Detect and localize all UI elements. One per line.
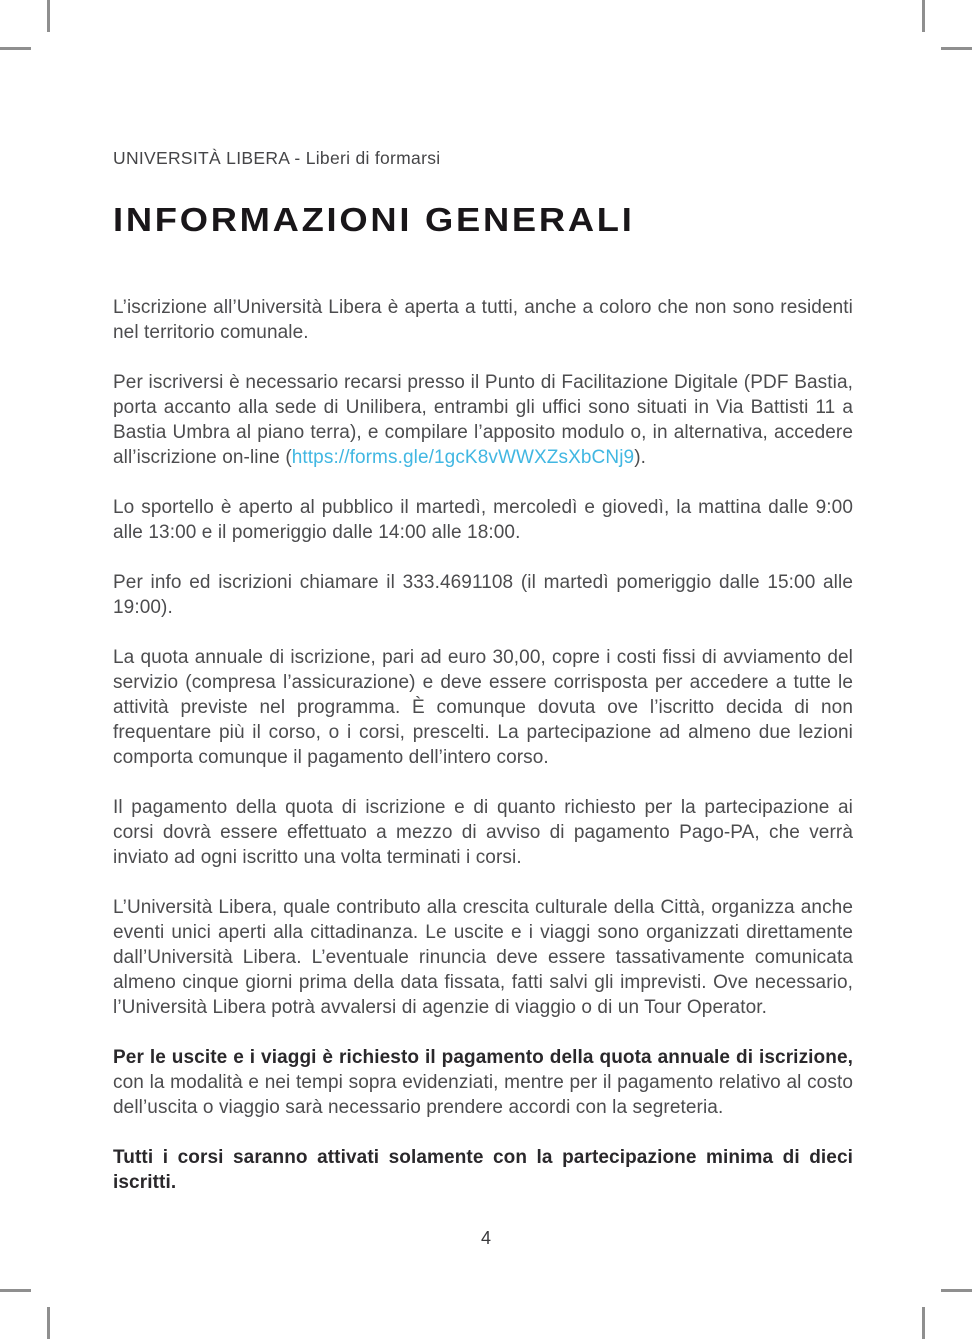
crop-mark-top-left-horizontal [0,47,31,50]
document-content [113,147,853,1220]
paragraph-office-hours: Lo sportello è aperto al pubblico il martedì, mercoledì e giovedì, la mattina dalle 9:00 alle 13:00 e il pomeriggio dalle 14:00 alle 18:00. [113,497,853,543]
body-text [113,295,853,1195]
paragraph-trips-fee-bold: Per le uscite e i viaggi è richiesto il pagamento della quota annuale di iscrizione, [113,1047,853,1068]
paragraph-trips-fee-rest: con la modalità e nei tempi sopra evidenziati, mentre per il pagamento relativo al costo dell’uscita o viaggio sarà necessario prendere accordi con la segreteria. [113,1072,853,1118]
paragraph-trips-fee [113,1045,853,1120]
online-registration-link[interactable]: https://forms.gle/1gcK8vWWXZsXbCNj9 [291,447,635,468]
paragraph-events-trips: L’Università Libera, quale contributo alla crescita culturale della Città, organizza anche eventi unici aperti alla cittadinanza. Le uscite e i viaggi sono organizzati direttamente dall’Università Libera. L’eventuale rinuncia deve essere tassativamente comunicata almeno cinque giorni prima della data fissata, fatti salvi gli imprevisti. Ove necessario, l’Università Libera potrà avvalersi di agenzie di viaggio o di un Tour Operator. [113,897,853,1018]
page-title: INFORMAZIONI GENERALI [113,201,635,238]
paragraph-text-before-link: Per iscriversi è necessario recarsi presso il Punto di Facilitazione Digitale (PDF Bastia, porta accanto alla sede di Unilibera, entrambi gli uffici sono situati in Via Battisti 11 a Bastia Umbra al piano terra), e compilare l’apposito modulo o, in alternativa, accedere all’iscrizione on-line ( [113,372,853,468]
paragraph-payment-method: Il pagamento della quota di iscrizione e di quanto richiesto per la partecipazione ai corsi dovrà essere effettuato a mezzo di avviso di pagamento Pago-PA, che verrà inviato ad ogni iscritto una volta terminati i corsi. [113,797,853,868]
paragraph-minimum-participants: Tutti i corsi saranno attivati solamente con la partecipazione minima di dieci iscritti. [113,1147,853,1193]
crop-mark-bottom-right-vertical [922,1307,925,1339]
crop-mark-top-right-horizontal [941,47,972,50]
document-header: UNIVERSITÀ LIBERA - Liberi di formarsi [113,148,441,168]
crop-mark-bottom-left-vertical [47,1307,50,1339]
paragraph-text-after-link: ). [634,447,646,468]
paragraph-annual-fee: La quota annuale di iscrizione, pari ad euro 30,00, copre i costi fissi di avviamento del servizio (compresa l’assicurazione) e deve essere corrisposta per accedere a tutte le attività previste nel programma. È comunque dovuta ove l’iscritto decida di non frequentare più il corso, o i corsi, prescelti. La partecipazione ad almeno due lezioni comporta comunque il pagamento dell’intero corso. [113,647,853,768]
paragraph-enrollment-open: L’iscrizione all’Università Libera è aperta a tutti, anche a coloro che non sono residenti nel territorio comunale. [113,297,853,343]
crop-mark-bottom-left-horizontal [0,1289,31,1292]
paragraph-how-to-enroll [113,370,853,470]
paragraph-phone-info: Per info ed iscrizioni chiamare il 333.4691108 (il martedì pomeriggio dalle 15:00 alle 19:00). [113,572,853,618]
page-number: 4 [480,1228,491,1248]
crop-mark-bottom-right-horizontal [941,1289,972,1292]
crop-mark-top-right-vertical [922,0,925,32]
crop-mark-top-left-vertical [47,0,50,32]
